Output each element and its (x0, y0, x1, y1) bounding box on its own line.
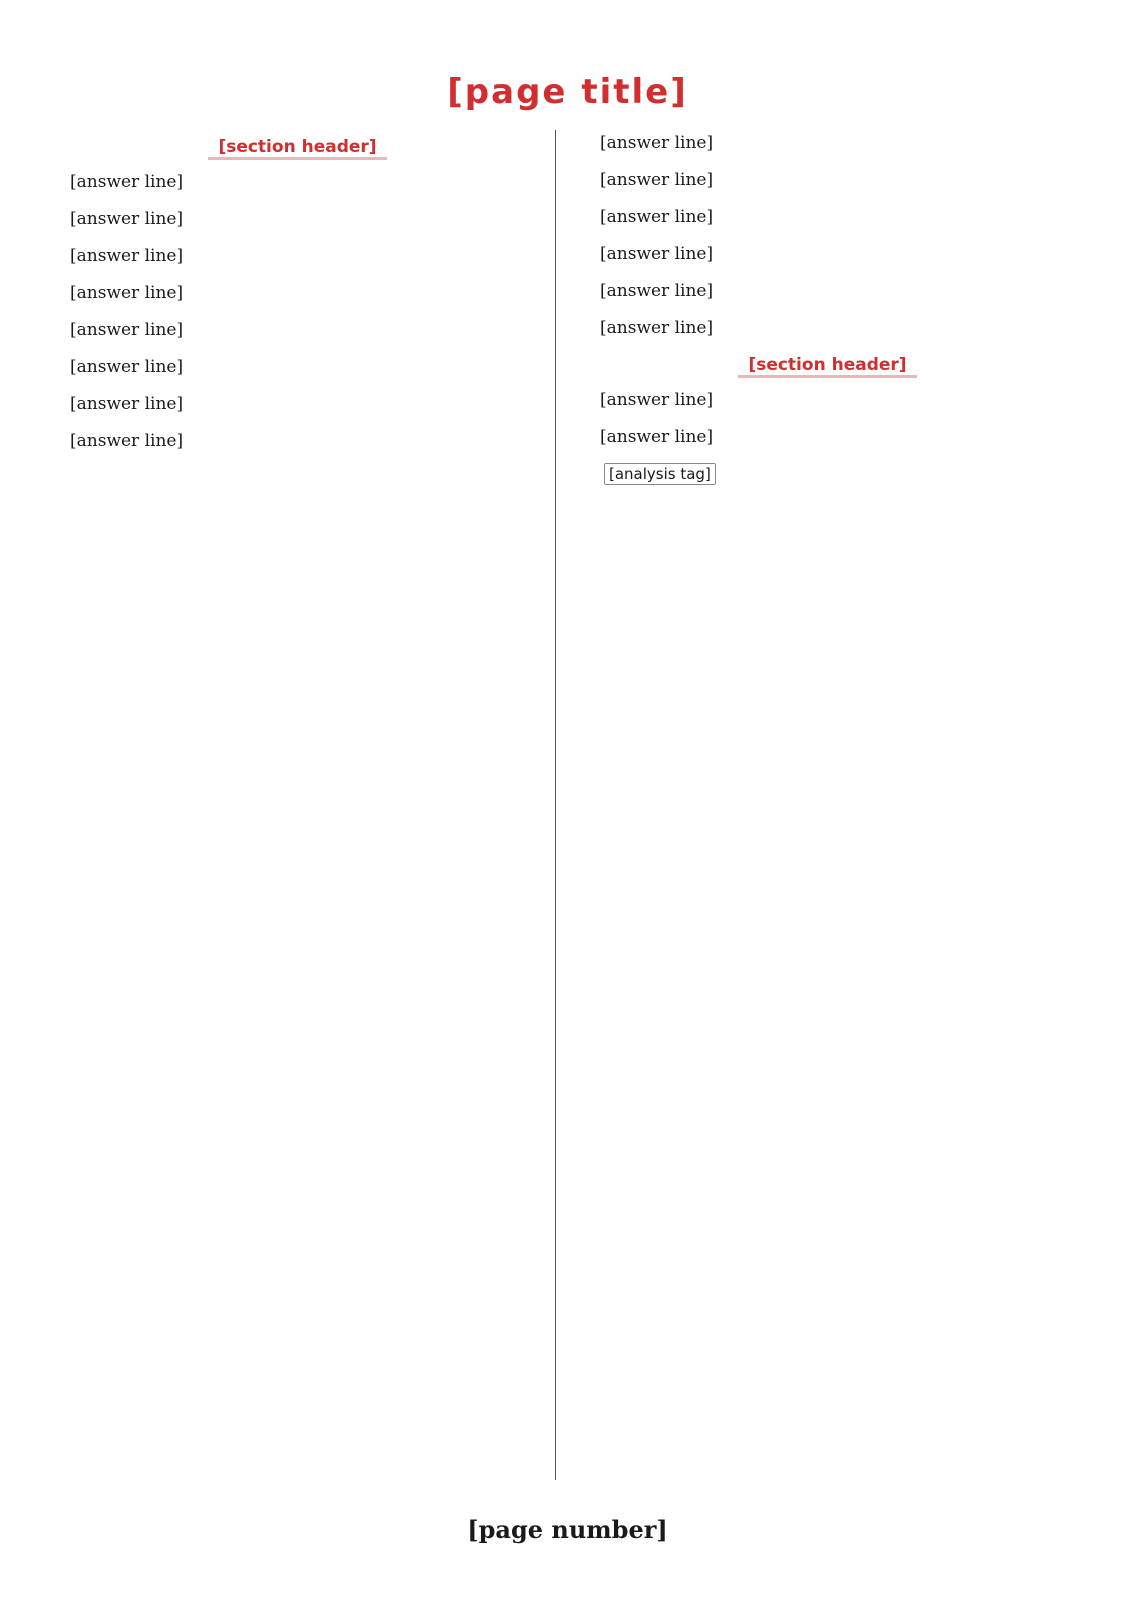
answer-item: [answer line] (600, 318, 714, 338)
answer-item: [answer line] (70, 246, 184, 266)
column-divider (555, 130, 556, 1480)
answer-item: [answer line] (600, 133, 714, 153)
answer-item: [answer line] (600, 390, 714, 410)
section-header-left: [section header] (70, 134, 525, 161)
analysis-tag-sample (600, 461, 1055, 488)
answer-item: [answer line] (70, 357, 184, 377)
left-column (70, 130, 525, 465)
answer-item: [answer line] (70, 283, 184, 303)
section-header-right: [section header] (600, 352, 1055, 379)
answer-item: [answer line] (70, 209, 184, 229)
analysis-tag: [analysis tag] (604, 463, 716, 485)
answer-item: [answer line] (600, 427, 714, 447)
answer-item: [answer line] (70, 394, 184, 414)
answer-item: [answer line] (70, 431, 184, 451)
answer-item: [answer line] (70, 172, 184, 192)
answer-item: [answer line] (70, 320, 184, 340)
page-number: [page number] (467, 1515, 668, 1544)
page-title: [page title] (447, 72, 688, 112)
right-column (600, 130, 1055, 498)
answer-item: [answer line] (600, 281, 714, 301)
answer-item: [answer line] (600, 244, 714, 264)
answer-item: [answer line] (600, 207, 714, 227)
answer-item: [answer line] (600, 170, 714, 190)
